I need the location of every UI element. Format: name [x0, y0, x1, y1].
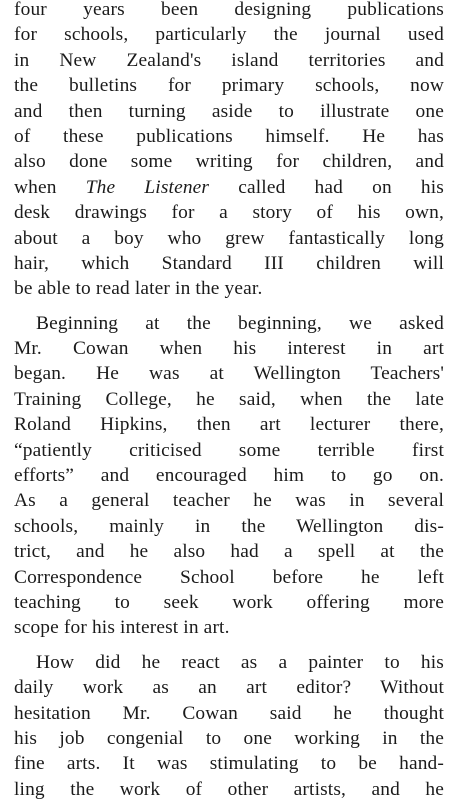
text-line: fine arts. It was stimulating to be hand-	[14, 753, 444, 775]
publication-title: The Listener	[85, 176, 210, 198]
text-line: Mr. Cowan when his interest in art	[14, 338, 444, 360]
text-line: schools, mainly in the Wellington dis-	[14, 515, 444, 537]
paragraph-1	[14, 0, 444, 302]
text-line: of these publications himself. He has	[14, 125, 444, 147]
text-line: and then turning aside to illustrate one	[14, 100, 444, 122]
text-line: Roland Hipkins, then art lecturer there,	[14, 414, 444, 436]
text-line: efforts” and encouraged him to go on.	[14, 465, 444, 487]
text-line: his job congenial to one working in the	[14, 727, 444, 749]
text-line: “patiently criticised some terrible first	[14, 439, 444, 461]
paragraph-2	[14, 311, 444, 641]
text-line: be able to read later in the year.	[14, 278, 263, 300]
text-line: scope for his interest in art.	[14, 617, 230, 639]
text-line: began. He was at Wellington Teachers'	[14, 363, 444, 385]
text-line: Beginning at the beginning, we asked	[36, 312, 444, 334]
text-line: hair, which Standard III children will	[14, 252, 444, 274]
text-line: desk drawings for a story of his own,	[14, 202, 444, 224]
text-line: the bulletins for primary schools, now	[14, 75, 444, 97]
text-line: four years been designing publications	[14, 0, 444, 20]
text-segment: called had on his	[209, 176, 444, 198]
text-line: also done some writing for children, and	[14, 151, 444, 173]
text-line: about a boy who grew fantastically long	[14, 227, 444, 249]
paragraph-3	[14, 650, 444, 802]
text-line: hesitation Mr. Cowan said he thought	[14, 702, 444, 724]
article-column	[14, 0, 444, 802]
text-line: for schools, particularly the journal used	[14, 24, 444, 46]
text-line: teaching to seek work offering more	[14, 591, 444, 613]
text-line-with-title	[14, 175, 444, 200]
paragraph-gap	[14, 302, 444, 311]
text-segment: when	[14, 176, 86, 198]
paragraph-gap	[14, 641, 444, 650]
text-line: daily work as an art editor? Without	[14, 677, 444, 699]
text-line: Training College, he said, when the late	[14, 388, 444, 410]
text-line: How did he react as a painter to his	[36, 651, 444, 673]
text-line: in New Zealand's island territories and	[14, 49, 444, 71]
text-line: ling the work of other artists, and he	[14, 778, 444, 800]
text-line: As a general teacher he was in several	[14, 490, 444, 512]
text-line: Correspondence School before he left	[14, 566, 444, 588]
text-line: trict, and he also had a spell at the	[14, 541, 444, 563]
